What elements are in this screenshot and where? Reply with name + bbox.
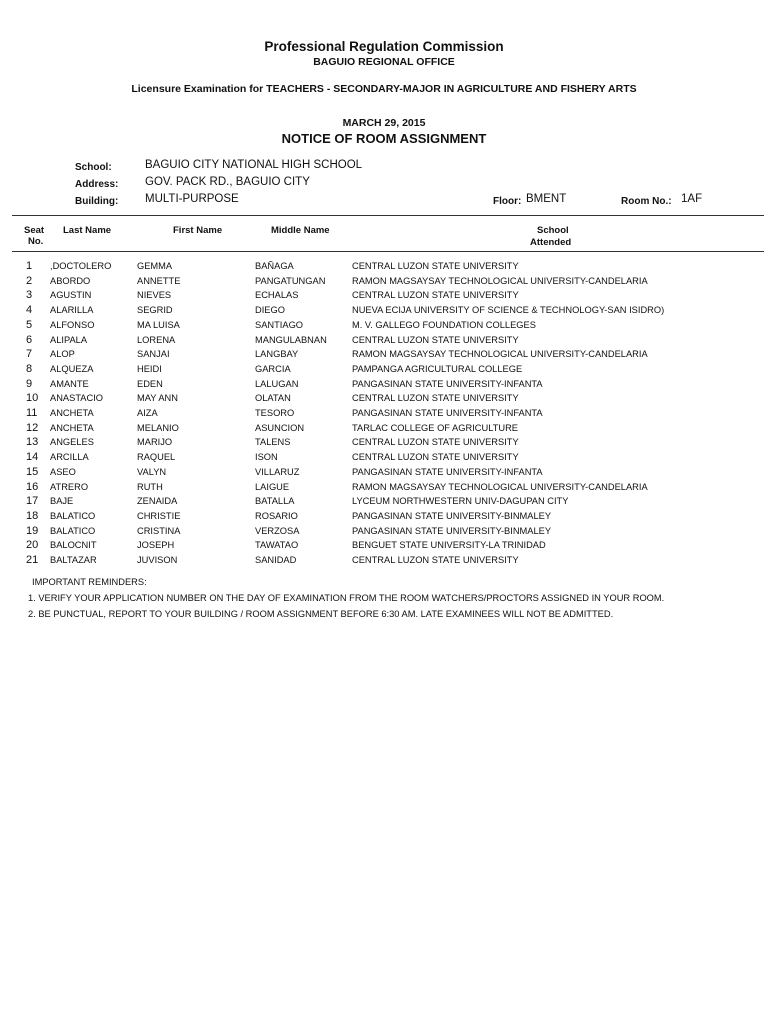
school-attended: RAMON MAGSAYSAY TECHNOLOGICAL UNIVERSITY-CANDELARIA (352, 275, 648, 286)
table-row (0, 261, 768, 276)
seat-number: 19 (26, 524, 39, 537)
school-attended: PANGASINAN STATE UNIVERSITY-INFANTA (352, 408, 543, 418)
table-row (0, 496, 768, 511)
table-header-rule (12, 251, 764, 252)
middle-name: TALENS (255, 437, 291, 448)
seat-number: 7 (26, 348, 33, 361)
first-name: MAY ANN (137, 393, 178, 404)
middle-name: ROSARIO (255, 510, 298, 521)
last-name: BAJE (50, 496, 74, 507)
first-name: RAQUEL (137, 452, 176, 463)
school-attended: BENGUET STATE UNIVERSITY-LA TRINIDAD (352, 540, 546, 551)
first-name: EDEN (137, 378, 163, 389)
seat-number: 5 (26, 318, 33, 331)
last-name: BALTAZAR (50, 555, 97, 565)
middle-name: SANTIAGO (255, 319, 304, 330)
table-row (0, 305, 768, 320)
last-name: ARCILLA (50, 452, 89, 463)
middle-name: TAWATAO (255, 540, 299, 551)
office-name: BAGUIO REGIONAL OFFICE (313, 56, 455, 68)
school-attended: CENTRAL LUZON STATE UNIVERSITY (352, 334, 519, 345)
seat-number: 16 (26, 480, 39, 493)
middle-name: LALUGAN (255, 378, 299, 389)
first-name: NIEVES (137, 290, 172, 301)
table-row (0, 555, 768, 570)
seat-number: 15 (26, 465, 39, 478)
seat-number: 2 (26, 274, 33, 287)
table-row (0, 452, 768, 467)
table-row (0, 526, 768, 541)
last-name: ANGELES (50, 437, 94, 448)
school-attended: M. V. GALLEGO FOUNDATION COLLEGES (352, 319, 536, 330)
seat-number: 1 (26, 260, 33, 272)
reminder-item: 2. BE PUNCTUAL, REPORT TO YOUR BUILDING / ROOM ASSIGNMENT BEFORE 6:30 AM. LATE EXAMINEES WILL NOT BE ADMITTED. (28, 609, 614, 619)
school-attended: TARLAC COLLEGE OF AGRICULTURE (352, 422, 518, 433)
first-name: ZENAIDA (137, 496, 178, 507)
table-row (0, 320, 768, 335)
last-name: ALFONSO (50, 319, 95, 330)
school-attended: CENTRAL LUZON STATE UNIVERSITY (352, 261, 519, 271)
agency-title: Professional Regulation Commission (264, 39, 504, 54)
middle-name: BATALLA (255, 496, 295, 507)
table-row (0, 408, 768, 423)
reminders-title: IMPORTANT REMINDERS: (32, 577, 147, 587)
middle-name: VILLARUZ (255, 466, 300, 477)
building-value: MULTI-PURPOSE (145, 193, 239, 205)
table-row (0, 379, 768, 394)
middle-name: ASUNCION (255, 422, 305, 433)
middle-name: PANGATUNGAN (255, 275, 326, 286)
last-name: ASEO (50, 466, 76, 477)
first-name: RUTH (137, 481, 163, 492)
table-row (0, 335, 768, 350)
first-name: HEIDI (137, 363, 162, 374)
last-name: ,DOCTOLERO (50, 261, 112, 271)
table-row (0, 364, 768, 379)
header-last-name: Last Name (63, 225, 112, 236)
last-name: ALARILLA (50, 305, 94, 316)
first-name: LORENA (137, 334, 176, 345)
seat-number: 12 (26, 421, 39, 434)
first-name: CRISTINA (137, 525, 181, 536)
middle-name: SANIDAD (255, 555, 297, 565)
last-name: BALOCNIT (50, 540, 97, 551)
header-seat: Seat (24, 225, 45, 236)
header-school-attended: Attended (530, 237, 572, 248)
table-row (0, 393, 768, 408)
school-attended: PANGASINAN STATE UNIVERSITY-BINMALEY (352, 525, 552, 536)
school-attended: PANGASINAN STATE UNIVERSITY-INFANTA (352, 466, 543, 477)
seat-number: 9 (26, 377, 33, 390)
first-name: JUVISON (137, 555, 178, 565)
middle-name: TESORO (255, 408, 295, 418)
last-name: ALQUEZA (50, 363, 94, 374)
first-name: MA LUISA (137, 319, 180, 330)
middle-name: ECHALAS (255, 290, 299, 301)
school-attended: CENTRAL LUZON STATE UNIVERSITY (352, 555, 519, 565)
seat-number: 6 (26, 333, 33, 346)
first-name: SANJAI (137, 349, 170, 360)
notice-title: NOTICE OF ROOM ASSIGNMENT (281, 131, 487, 146)
first-name: JOSEPH (137, 540, 175, 551)
school-attended: CENTRAL LUZON STATE UNIVERSITY (352, 437, 519, 448)
last-name: ANCHETA (50, 422, 94, 433)
last-name: ABORDO (50, 275, 91, 286)
last-name: ALIPALA (50, 334, 88, 345)
last-name: BALATICO (50, 525, 96, 536)
table-row (0, 437, 768, 452)
seat-number: 21 (26, 554, 39, 566)
school-attended: RAMON MAGSAYSAY TECHNOLOGICAL UNIVERSITY-CANDELARIA (352, 349, 648, 360)
address-label: Address: (75, 179, 119, 190)
seat-number: 18 (26, 509, 39, 522)
first-name: AIZA (137, 408, 158, 418)
school-attended: CENTRAL LUZON STATE UNIVERSITY (352, 452, 519, 463)
table-row (0, 290, 768, 305)
school-attended: NUEVA ECIJA UNIVERSITY OF SCIENCE & TECHNOLOGY-SAN ISIDRO) (352, 305, 665, 316)
middle-name: GARCIA (255, 363, 291, 374)
seat-number: 3 (26, 289, 33, 302)
last-name: ALOP (50, 349, 75, 360)
middle-name: OLATAN (255, 393, 291, 404)
exam-title: Licensure Examination for TEACHERS - SECONDARY-MAJOR IN AGRICULTURE AND FISHERY ARTS (131, 83, 637, 95)
last-name: ANCHETA (50, 408, 94, 418)
room-value: 1AF (681, 193, 703, 205)
middle-name: MANGULABNAN (255, 334, 327, 345)
middle-name: DIEGO (255, 305, 285, 316)
last-name: BALATICO (50, 510, 96, 521)
middle-name: LANGBAY (255, 349, 299, 360)
floor-value: BMENT (526, 193, 567, 205)
first-name: GEMMA (137, 261, 173, 271)
table-row (0, 511, 768, 526)
table-row (0, 540, 768, 555)
last-name: ATRERO (50, 481, 89, 492)
last-name: AGUSTIN (50, 290, 92, 301)
seat-number: 20 (26, 539, 39, 552)
first-name: ANNETTE (137, 275, 181, 286)
header-seat-no: No. (28, 236, 44, 247)
school-attended: PANGASINAN STATE UNIVERSITY-BINMALEY (352, 510, 552, 521)
last-name: AMANTE (50, 378, 89, 389)
school-attended: CENTRAL LUZON STATE UNIVERSITY (352, 393, 519, 404)
first-name: VALYN (137, 466, 167, 477)
seat-number: 13 (26, 436, 39, 449)
seat-number: 8 (26, 362, 33, 375)
school-attended: LYCEUM NORTHWESTERN UNIV-DAGUPAN CITY (352, 496, 569, 507)
first-name: MARIJO (137, 437, 173, 448)
school-attended: RAMON MAGSAYSAY TECHNOLOGICAL UNIVERSITY-CANDELARIA (352, 481, 648, 492)
building-label: Building: (75, 196, 119, 207)
table-row (0, 423, 768, 438)
address-value: GOV. PACK RD., BAGUIO CITY (145, 176, 310, 188)
table-row (0, 467, 768, 482)
first-name: SEGRID (137, 305, 173, 316)
school-attended: PAMPANGA AGRICULTURAL COLLEGE (352, 363, 523, 374)
table-row (0, 349, 768, 364)
first-name: CHRISTIE (137, 510, 181, 521)
first-name: MELANIO (137, 422, 179, 433)
reminder-item: 1. VERIFY YOUR APPLICATION NUMBER ON THE DAY OF EXAMINATION FROM THE ROOM WATCHERS/PROCTORS ASSIGNED IN YOUR ROOM. (28, 593, 665, 603)
seat-number: 11 (26, 407, 38, 419)
seat-number: 4 (26, 304, 33, 317)
school-attended: PANGASINAN STATE UNIVERSITY-INFANTA (352, 378, 543, 389)
school-value: BAGUIO CITY NATIONAL HIGH SCHOOL (145, 159, 363, 171)
floor-label: Floor: (493, 196, 522, 207)
middle-name: LAIGUE (255, 481, 290, 492)
header-school: School (537, 225, 569, 236)
table-top-rule (12, 215, 764, 216)
seat-number: 10 (26, 392, 39, 405)
table-row (0, 276, 768, 291)
table-row (0, 482, 768, 497)
seat-number: 17 (26, 495, 39, 508)
middle-name: VERZOSA (255, 525, 300, 536)
last-name: ANASTACIO (50, 393, 104, 404)
school-label: School: (75, 162, 112, 173)
middle-name: ISON (255, 452, 278, 463)
header-first-name: First Name (173, 225, 223, 236)
middle-name: BAÑAGA (255, 261, 294, 271)
school-attended: CENTRAL LUZON STATE UNIVERSITY (352, 290, 519, 301)
exam-date: MARCH 29, 2015 (342, 117, 426, 129)
header-middle-name: Middle Name (271, 225, 330, 236)
seat-number: 14 (26, 451, 39, 464)
room-label: Room No.: (621, 196, 672, 207)
